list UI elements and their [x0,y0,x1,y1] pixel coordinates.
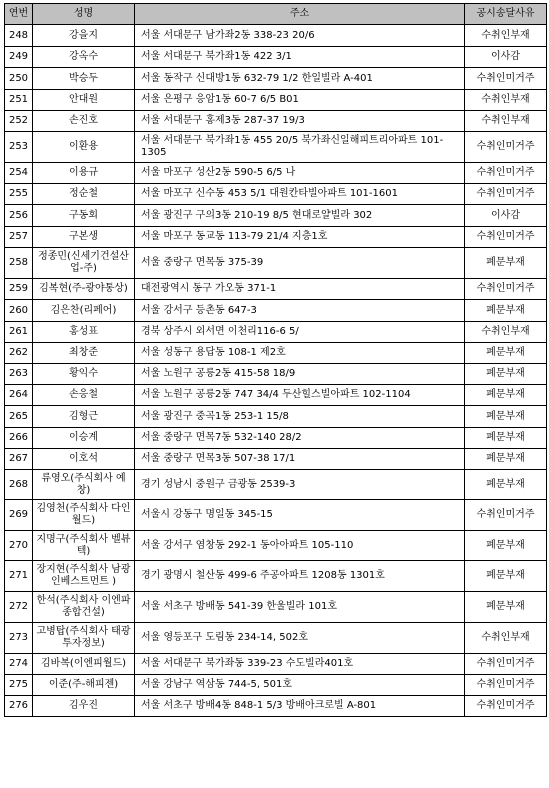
table-row [5,111,547,132]
row-name: 강을지 [33,25,135,47]
row-reason: 수취인부재 [465,623,547,654]
header-row [5,4,547,25]
row-reason: 폐문부재 [465,343,547,364]
row-name: 지명구(주식회사 벨뷰텍) [33,531,135,561]
row-address: 서울 강서구 등촌동 647-3 [135,300,465,322]
row-number: 270 [5,531,33,561]
row-number: 248 [5,25,33,47]
row-name: 류영오(주식회사 예창) [33,470,135,500]
row-number: 267 [5,449,33,470]
table-row [5,592,547,623]
row-number: 271 [5,561,33,592]
row-name: 손응철 [33,385,135,406]
row-address: 서울 성동구 용답동 108-1 제2호 [135,343,465,364]
row-reason: 수취인미거주 [465,184,547,205]
row-number: 256 [5,205,33,227]
row-number: 249 [5,47,33,68]
row-name: 이준(주-해피젠) [33,675,135,696]
row-number: 273 [5,623,33,654]
row-number: 254 [5,163,33,184]
header-reason: 공시송달사유 [465,4,547,25]
row-address: 서울 영등포구 도림동 234-14, 502호 [135,623,465,654]
row-name: 고병탑(주식회사 태광투자정보) [33,623,135,654]
row-address: 서울 강서구 염창동 292-1 동아아파트 105-110 [135,531,465,561]
row-name: 구본생 [33,227,135,248]
row-reason: 이사감 [465,47,547,68]
row-name: 최창준 [33,343,135,364]
row-reason: 수취인미거주 [465,675,547,696]
row-number: 272 [5,592,33,623]
row-address: 서울 중랑구 면목3동 507-38 17/1 [135,449,465,470]
row-number: 268 [5,470,33,500]
row-address: 서울 은평구 응암1동 60-7 6/5 B01 [135,90,465,111]
public-notice-table [4,3,547,717]
table-row [5,300,547,322]
row-reason: 수취인미거주 [465,654,547,675]
row-number: 258 [5,248,33,279]
row-reason: 수취인미거주 [465,132,547,163]
row-reason: 수취인미거주 [465,279,547,300]
row-name: 김복현(주-광야통상) [33,279,135,300]
row-reason: 수취인부재 [465,90,547,111]
row-number: 261 [5,322,33,343]
row-reason: 폐문부재 [465,592,547,623]
row-address: 경기 성남시 중원구 금광동 2539-3 [135,470,465,500]
table-row [5,90,547,111]
row-address: 서울 중랑구 면목동 375-39 [135,248,465,279]
table-row [5,68,547,90]
row-reason: 수취인미거주 [465,68,547,90]
row-reason: 폐문부재 [465,406,547,428]
row-reason: 폐문부재 [465,449,547,470]
row-name: 강옥수 [33,47,135,68]
table-row [5,470,547,500]
row-address: 서울 서대문구 홍제3동 287-37 19/3 [135,111,465,132]
row-reason: 폐문부재 [465,300,547,322]
table-row [5,322,547,343]
table-row [5,654,547,675]
table-row [5,406,547,428]
row-number: 265 [5,406,33,428]
row-address: 경기 광명시 철산동 499-6 주공아파트 1208동 1301호 [135,561,465,592]
row-name: 구동회 [33,205,135,227]
row-number: 264 [5,385,33,406]
row-address: 서울 광진구 구의3동 210-19 8/5 현대로얄빌라 302 [135,205,465,227]
row-number: 253 [5,132,33,163]
row-address: 서울 동작구 신대방1동 632-79 1/2 한일빌라 A-401 [135,68,465,90]
row-address: 서울 마포구 신수동 453 5/1 대원칸타빌아파트 101-1601 [135,184,465,205]
row-reason: 폐문부재 [465,470,547,500]
row-number: 275 [5,675,33,696]
table-row [5,675,547,696]
table-row [5,184,547,205]
table-row [5,449,547,470]
table-row [5,132,547,163]
row-number: 274 [5,654,33,675]
table-body [5,25,547,717]
row-address: 서울 중랑구 면목7동 532-140 28/2 [135,428,465,449]
row-name: 김형근 [33,406,135,428]
row-reason: 수취인부재 [465,322,547,343]
table-row [5,696,547,717]
header-address: 주소 [135,4,465,25]
row-address: 서울 노원구 공릉2동 747 34/4 두산힐스빌아파트 102-1104 [135,385,465,406]
notice-table-container [4,3,547,717]
row-name: 안대원 [33,90,135,111]
row-name: 한석(주식회사 이엔파종합건설) [33,592,135,623]
row-reason: 이사감 [465,205,547,227]
row-reason: 폐문부재 [465,428,547,449]
table-row [5,163,547,184]
table-row [5,623,547,654]
row-number: 276 [5,696,33,717]
row-name: 홍성표 [33,322,135,343]
row-reason: 수취인부재 [465,111,547,132]
row-number: 262 [5,343,33,364]
table-row [5,47,547,68]
row-address: 서울 노원구 공릉2동 415-58 18/9 [135,364,465,385]
row-address: 경북 상주시 외서면 이천리116-6 5/ [135,322,465,343]
row-number: 269 [5,500,33,531]
table-row [5,227,547,248]
table-row [5,561,547,592]
table-row [5,500,547,531]
row-name: 장지현(주식회사 남광인베스트먼트 ) [33,561,135,592]
row-name: 이승계 [33,428,135,449]
row-number: 259 [5,279,33,300]
table-row [5,248,547,279]
row-address: 서울 서대문구 남가좌2동 338-23 20/6 [135,25,465,47]
row-number: 266 [5,428,33,449]
row-reason: 수취인미거주 [465,163,547,184]
table-row [5,364,547,385]
table-row [5,428,547,449]
row-reason: 폐문부재 [465,364,547,385]
row-reason: 수취인부재 [465,25,547,47]
row-reason: 폐문부재 [465,248,547,279]
row-reason: 수취인미거주 [465,696,547,717]
row-number: 263 [5,364,33,385]
row-address: 서울시 강동구 명일동 345-15 [135,500,465,531]
row-name: 정종민(신세기건설산업-주) [33,248,135,279]
row-reason: 수취인미거주 [465,500,547,531]
row-name: 이호석 [33,449,135,470]
table-row [5,25,547,47]
row-reason: 폐문부재 [465,385,547,406]
row-reason: 수취인미거주 [465,227,547,248]
row-name: 손진호 [33,111,135,132]
row-address: 서울 광진구 중곡1동 253-1 15/8 [135,406,465,428]
row-reason: 폐문부재 [465,531,547,561]
row-name: 이환용 [33,132,135,163]
row-address: 서울 서초구 방배4동 848-1 5/3 방배아크로빌 A-801 [135,696,465,717]
row-address: 서울 마포구 성산2동 590-5 6/5 나 [135,163,465,184]
row-address: 서울 마포구 동교동 113-79 21/4 지층1호 [135,227,465,248]
row-name: 이용규 [33,163,135,184]
row-number: 251 [5,90,33,111]
row-address: 서울 서초구 방배동 541-39 한울빌라 101호 [135,592,465,623]
row-number: 257 [5,227,33,248]
row-name: 김바복(이엔피월드) [33,654,135,675]
table-row [5,531,547,561]
header-name: 성명 [33,4,135,25]
row-name: 박승두 [33,68,135,90]
row-number: 250 [5,68,33,90]
header-no: 연번 [5,4,33,25]
row-name: 황익수 [33,364,135,385]
row-number: 255 [5,184,33,205]
row-name: 김우진 [33,696,135,717]
row-name: 김은찬(리페어) [33,300,135,322]
row-address: 서울 서대문구 북가좌1동 422 3/1 [135,47,465,68]
row-address: 대전광역시 동구 가오동 371-1 [135,279,465,300]
row-address: 서울 서대문구 북가좌1동 455 20/5 북가좌신일해피트리아파트 101-1305 [135,132,465,163]
row-name: 김영천(주식회사 다인월드) [33,500,135,531]
table-row [5,279,547,300]
table-row [5,385,547,406]
row-name: 정순철 [33,184,135,205]
table-row [5,205,547,227]
table-row [5,343,547,364]
row-number: 260 [5,300,33,322]
row-reason: 폐문부재 [465,561,547,592]
row-address: 서울 서대문구 북가좌동 339-23 수도빌라401호 [135,654,465,675]
row-address: 서울 강남구 역삼동 744-5, 501호 [135,675,465,696]
row-number: 252 [5,111,33,132]
